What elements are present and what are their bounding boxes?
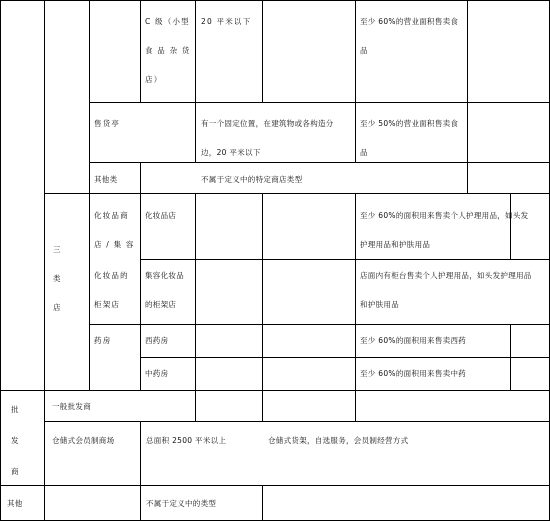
cosmetics-store-desc-2: 护理用品和护肤用品 [360,240,431,249]
warehouse-club: 仓储式会员制商场 [52,436,115,445]
warehouse-desc: 仓储式货架，自选服务，会员制经营方式 [268,436,409,445]
other-label: 其他类 [94,175,118,184]
chinese-pharmacy: 中药房 [145,369,169,378]
c-class-label-3: 店） [145,75,163,84]
cosmetics-store-desc-1: 至少 60%的面积用来售卖个人护理用品，如头发 [360,211,529,220]
chinese-pharmacy-desc: 至少 60%的面积用来售卖中药 [360,369,467,378]
c-class-label-2: 食 品 杂 货 [145,46,191,55]
c-class-area: 20 平米以下 [201,17,252,26]
pharmacy-label: 药房 [94,336,112,345]
cosmetics-group-2: 店 / 集 容 [94,240,135,249]
c-class-label-1: C 级（小型 [145,17,190,26]
warehouse-area: 总面积 2500 平米以上 [146,436,227,445]
cosmetics-group-4: 柜架店 [94,300,121,309]
class3-label-3: 店 [53,303,62,312]
general-wholesale: 一般批发商 [52,402,91,411]
class3-label-1: 三 [53,245,62,254]
wholesale-label-2: 发 [11,436,20,445]
others-label: 其他 [7,499,23,508]
c-class-desc-2: 品 [360,46,369,55]
other-desc: 不属于定义中的特定商店类型 [201,175,303,184]
mixed-cosmetics-desc-1: 店面内有柜台售卖个人护理用品，如头发护理用品 [360,271,532,280]
wholesale-label-3: 商 [11,467,20,476]
class3-label-2: 类 [53,274,62,283]
cosmetics-group-3: 化妆品的 [94,271,129,280]
kiosk-location-2: 边，20 平米以下 [201,148,261,157]
kiosk-desc-1: 至少 50%的营业面积售卖食 [360,119,459,128]
wholesale-label-1: 批 [11,405,20,414]
western-pharmacy: 西药房 [145,336,169,345]
c-class-desc-1: 至少 60%的营业面积售卖食 [360,17,459,26]
western-pharmacy-desc: 至少 60%的面积用来售卖西药 [360,336,467,345]
cosmetics-store: 化妆品店 [145,211,177,220]
kiosk-label: 售货亭 [94,119,121,128]
kiosk-location-1: 有一个固定位置，在建筑物或各构造分 [201,119,334,128]
kiosk-desc-2: 品 [360,148,369,157]
cosmetics-group-1: 化妆品商 [94,211,129,220]
others-desc: 不属于定义中的类型 [146,499,217,508]
mixed-cosmetics-2: 的柜架店 [145,300,177,309]
mixed-cosmetics-1: 集容化妆品 [145,271,184,280]
mixed-cosmetics-desc-2: 和护肤用品 [360,300,399,309]
